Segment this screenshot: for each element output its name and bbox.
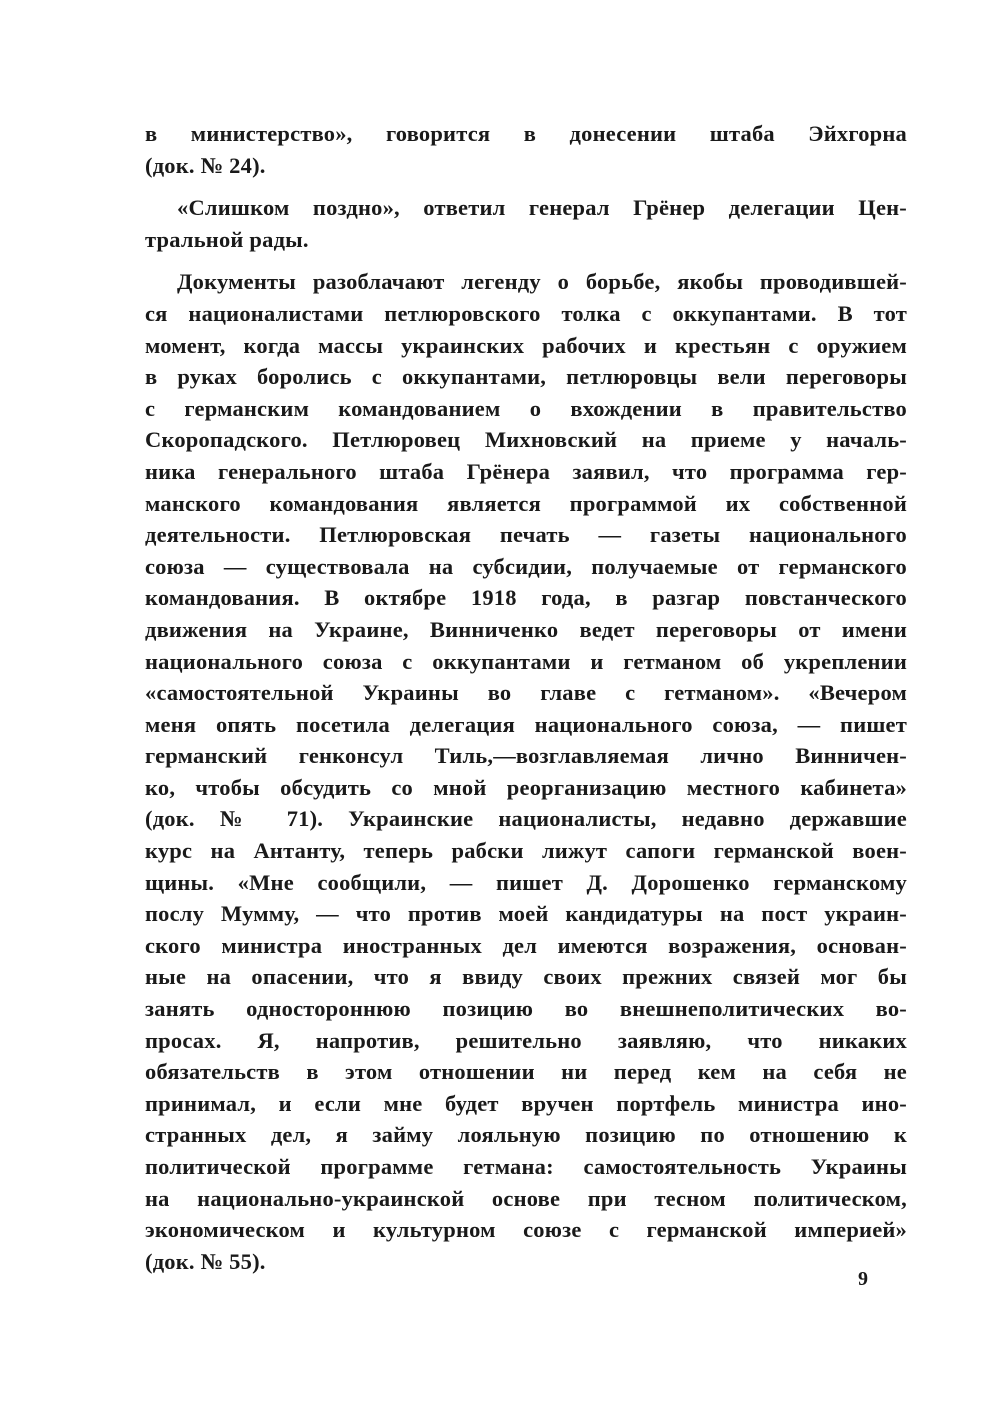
- text-line: национального союза с оккупантами и гетманом об укреплении: [145, 648, 907, 674]
- text-line: (док. № 24).: [145, 152, 266, 178]
- text-line: «Слишком поздно», ответил генерал Грёнер делегации Цен-: [177, 195, 907, 221]
- text-line: экономическом и культурном союзе с германской империей»: [145, 1217, 907, 1243]
- text-line: ского министра иностранных дел имеются возражения, основан-: [145, 932, 907, 958]
- text-line: послу Мумму, — что против моей кандидатуры на пост украин-: [145, 901, 907, 927]
- text-line: «самостоятельной Украины во главе с гетманом». «Вечером: [145, 680, 907, 706]
- paragraph-2: [145, 192, 907, 255]
- text-line: командования. В октябре 1918 года, в разгар повстанческого: [145, 585, 907, 611]
- text-line: на национально-украинской основе при тесном политическом,: [145, 1185, 907, 1211]
- text-line: странных дел, я займу лояльную позицию по отношению к: [145, 1122, 907, 1148]
- text-line: Скоропадского. Петлюровец Михновский на приеме у началь-: [145, 427, 907, 453]
- text-line: ные на опасении, что я ввиду своих прежних связей мог бы: [145, 964, 907, 990]
- text-line: просах. Я, напротив, решительно заявляю, что никаких: [145, 1027, 907, 1053]
- text-line: (док. № 71). Украинские националисты, недавно державшие: [145, 806, 907, 832]
- text-line: союза — существовала на субсидии, получаемые от германского: [145, 553, 907, 579]
- text-line: меня опять посетила делегация национального союза, — пишет: [145, 711, 907, 737]
- text-line: занять одностороннюю позицию во внешнеполитических во-: [145, 996, 907, 1022]
- paragraph-3: [145, 266, 907, 1277]
- text-line: Документы разоблачают легенду о борьбе, якобы проводившей-: [177, 269, 907, 295]
- paragraph-1: [145, 118, 907, 181]
- text-line: момент, когда массы украинских рабочих и крестьян с оружием: [145, 332, 907, 358]
- text-line: в руках боролись с оккупантами, петлюровцы вели переговоры: [145, 364, 907, 390]
- text-line: ко, чтобы обсудить со мной реорганизацию местного кабинета»: [145, 774, 907, 800]
- text-line: (док. № 55).: [145, 1248, 266, 1274]
- text-line: тральной рады.: [145, 226, 309, 252]
- text-line: ся националистами петлюровского толка с оккупантами. В тот: [145, 300, 907, 326]
- text-line: курс на Антанту, теперь рабски лижут сапоги германской воен-: [145, 838, 907, 864]
- text-line: политической программе гетмана: самостоятельность Украины: [145, 1154, 907, 1179]
- page-number: 9: [858, 1268, 868, 1290]
- text-line: в министерство», говорится в донесении штаба Эйхгорна: [145, 121, 907, 146]
- text-line: с германским командованием о вхождении в правительство: [145, 395, 907, 421]
- text-line: манского командования является программой их собственной: [145, 490, 907, 516]
- text-line: ника генерального штаба Грёнера заявил, что программа гер-: [145, 458, 907, 484]
- body-text: [145, 118, 907, 1277]
- text-line: щины. «Мне сообщили, — пишет Д. Дорошенко германскому: [145, 869, 907, 895]
- text-line: принимал, и если мне будет вручен портфель министра ино-: [145, 1090, 907, 1116]
- text-line: движения на Украине, Винниченко ведет переговоры от имени: [145, 616, 907, 642]
- text-line: обязательств в этом отношении ни перед кем на себя не: [145, 1059, 907, 1085]
- text-line: германский генконсул Тиль,—возглавляемая лично Винничен-: [145, 743, 907, 769]
- text-line: деятельности. Петлюровская печать — газеты национального: [145, 522, 907, 548]
